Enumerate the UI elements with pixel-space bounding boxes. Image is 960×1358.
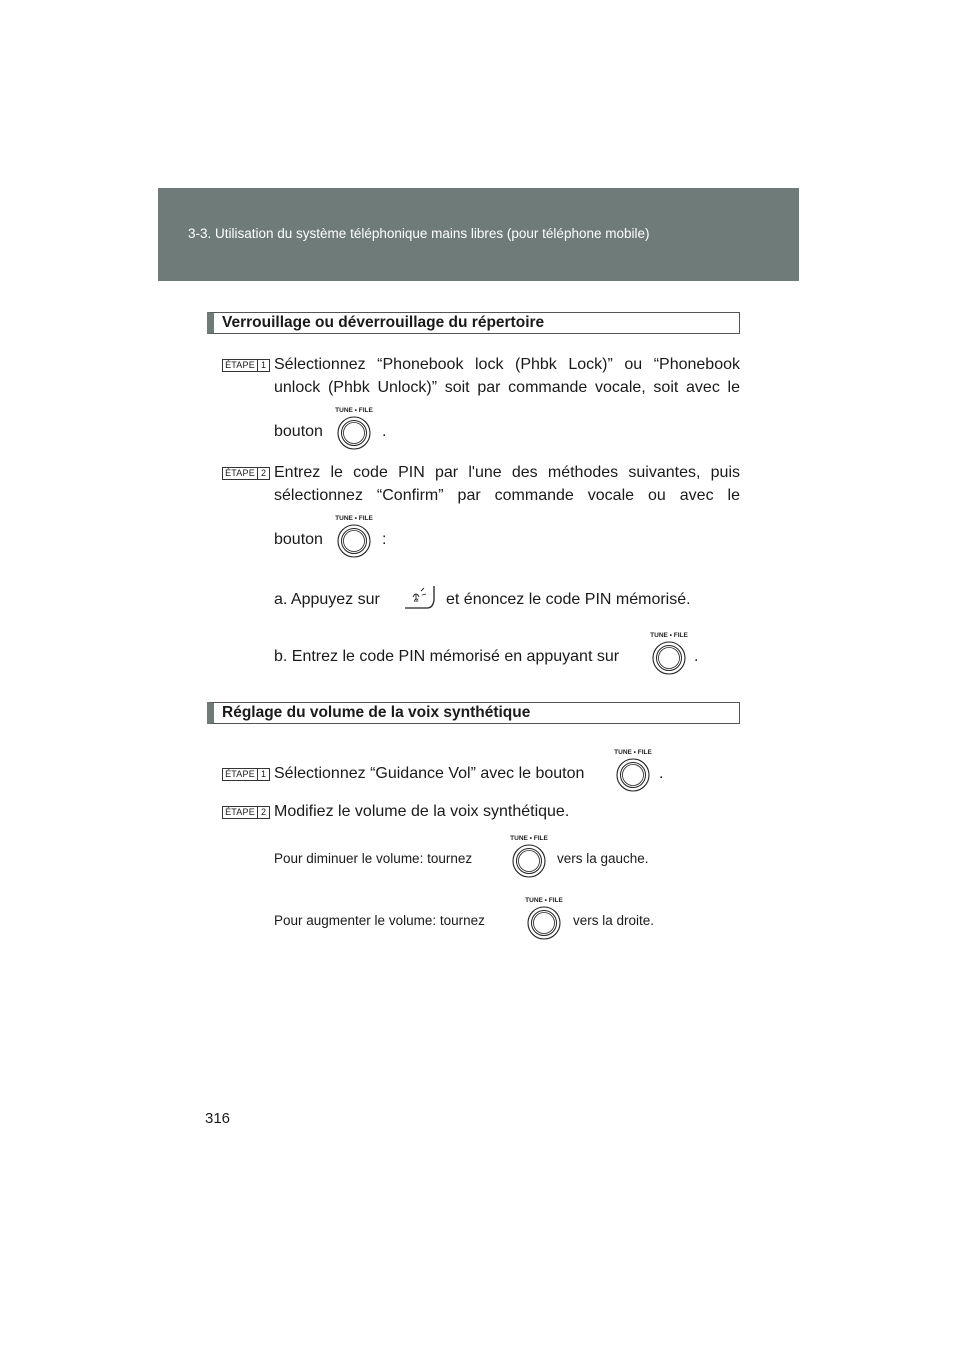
svg-text:𝒶: 𝒶 [414, 594, 419, 604]
step-text-line: bouton [274, 531, 323, 548]
option-b-text: . [694, 648, 699, 665]
step-number: 1 [260, 769, 266, 779]
step-text-line: . [659, 765, 664, 782]
step-text-line: Entrez le code PIN par l'une des méthodes suivantes, puis [274, 464, 740, 481]
step-badge [222, 359, 270, 372]
step-text-line: . [382, 423, 387, 440]
step-text-line: unlock (Phbk Unlock)” soit par commande vocale, soit avec le [274, 379, 740, 396]
step-label: ÉTAPE [223, 769, 258, 780]
step-label: ÉTAPE [223, 360, 258, 371]
volume-decrease-text: Pour diminuer le volume: tournez [274, 851, 473, 866]
page-number: 316 [205, 1110, 231, 1127]
section-title-voice-volume: Réglage du volume de la voix synthétique [207, 702, 740, 724]
talk-switch-icon [403, 582, 435, 614]
step-badge [222, 467, 270, 480]
chapter-header [158, 188, 799, 281]
volume-increase-text: vers la droite. [573, 913, 655, 928]
step-badge [222, 806, 270, 819]
volume-decrease-text: vers la gauche. [557, 851, 649, 866]
option-a-text: et énoncez le code PIN mémorisé. [446, 591, 691, 608]
tune-file-knob-icon [506, 833, 552, 879]
tune-file-knob-icon [610, 747, 656, 793]
step-text-line: Modifiez le volume de la voix synthétique. [274, 803, 570, 820]
tune-file-knob-icon [331, 405, 377, 451]
volume-increase-text: Pour augmenter le volume: tournez [274, 913, 485, 928]
step-text-line: Sélectionnez “Phonebook lock (Phbk Lock)” ou “Phonebook [274, 356, 740, 373]
step-text-line: Sélectionnez “Guidance Vol” avec le bouton [274, 765, 585, 782]
step-number: 1 [260, 360, 266, 370]
step-text-line: : [382, 531, 387, 548]
section-title-phonebook-lock: Verrouillage ou déverrouillage du répertoire [207, 312, 740, 334]
step-text-line: bouton [274, 423, 323, 440]
step-label: ÉTAPE [223, 468, 258, 479]
option-b-text: b. Entrez le code PIN mémorisé en appuyant sur [274, 648, 620, 665]
step-number: 2 [260, 807, 266, 817]
step-badge [222, 768, 270, 781]
option-a-text: a. Appuyez sur [274, 591, 380, 608]
step-label: ÉTAPE [223, 807, 258, 818]
tune-file-knob-icon [331, 513, 377, 559]
step-number: 2 [260, 468, 266, 478]
tune-file-knob-icon [646, 630, 692, 676]
step-text-line: sélectionnez “Confirm” par commande vocale ou avec le [274, 487, 740, 504]
chapter-title: 3-3. Utilisation du système téléphonique mains libres (pour téléphone mobile) [188, 226, 650, 241]
tune-file-knob-icon [521, 895, 567, 941]
